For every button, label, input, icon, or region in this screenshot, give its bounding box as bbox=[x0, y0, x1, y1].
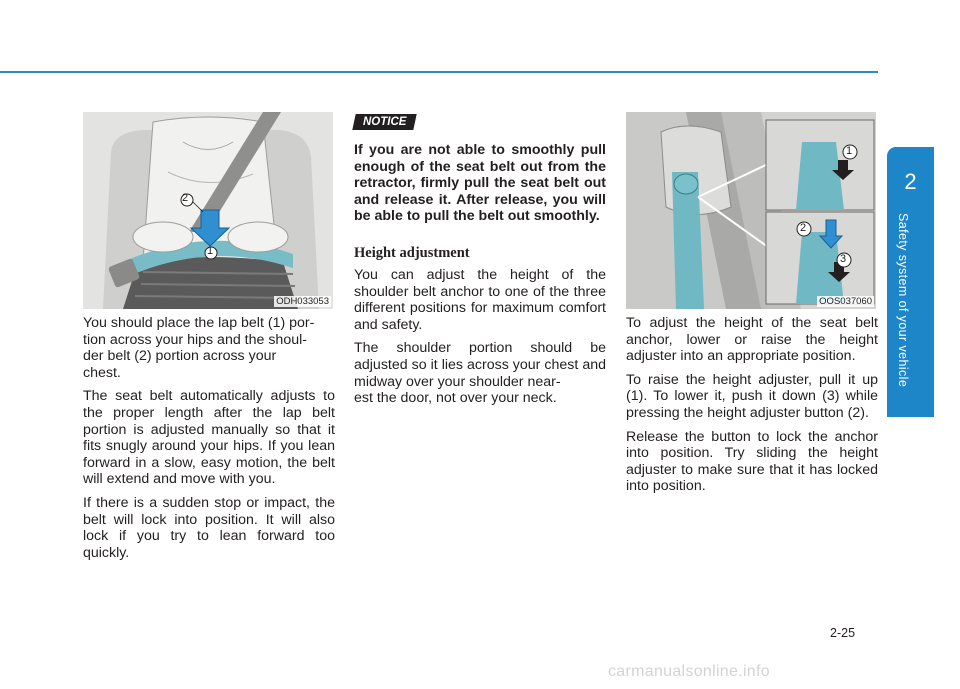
callout-3: 3 bbox=[840, 253, 847, 265]
figure-code: ODH033053 bbox=[276, 296, 329, 307]
chapter-tab[interactable] bbox=[887, 147, 934, 417]
paragraph: The seat belt automatically adjusts to the proper length after the lap belt portion is adjusted manually so that it fits snugly around your hips. If you lean forward in a slow, easy motion, the belt will extend and move with you. bbox=[83, 388, 335, 488]
paragraph: To adjust the height of the seat belt anchor, lower or raise the height adjuster into an appropriate position. bbox=[626, 315, 878, 365]
height-adjuster-illustration bbox=[626, 112, 876, 309]
callout-2: 2 bbox=[182, 192, 189, 204]
notice-text: If you are not able to smoothly pull enough of the seat belt out from the retractor, firmly pull the seat belt out and release it. After release, you will be able to pull the belt out smoothly. bbox=[354, 142, 606, 225]
left-column bbox=[83, 112, 335, 568]
lap-belt-drawing bbox=[83, 112, 333, 309]
notice-badge bbox=[352, 114, 417, 130]
chapter-title: Safety system of your vehicle bbox=[896, 213, 910, 388]
section-heading: Height adjustment bbox=[354, 244, 470, 261]
watermark: carmanualsonline.info bbox=[608, 663, 770, 680]
notice-label: NOTICE bbox=[363, 116, 407, 128]
paragraph: You can adjust the height of the shoulder belt anchor to one of the three different positions for maximum comfort and safety. bbox=[354, 266, 606, 333]
chapter-number: 2 bbox=[904, 169, 917, 194]
callout-2: 2 bbox=[800, 222, 807, 234]
figure-code: OOS037060 bbox=[819, 296, 872, 307]
paragraph: The shoulder portion should be adjusted so it lies across your chest and midway over your shoulder near- est the door, not over your neck. bbox=[354, 340, 606, 407]
header-rule bbox=[0, 71, 878, 73]
lap-belt-illustration bbox=[83, 112, 333, 309]
paragraph: Release the button to lock the anchor into position. Try sliding the height adjuster to make sure that it has locked into position. bbox=[626, 428, 878, 495]
height-adjuster-drawing bbox=[626, 112, 876, 309]
right-column bbox=[626, 112, 878, 502]
paragraph: If there is a sudden stop or impact, the belt will lock into position. It will also lock if you try to lean forward too quickly. bbox=[83, 494, 335, 561]
paragraph: To raise the height adjuster, pull it up (1). To lower it, push it down (3) while pressing the height adjuster button (2). bbox=[626, 371, 878, 421]
middle-column bbox=[354, 112, 606, 414]
callout-1: 1 bbox=[207, 245, 214, 257]
callout-1: 1 bbox=[846, 145, 853, 157]
page-number: 2-25 bbox=[830, 626, 856, 640]
paragraph: You should place the lap belt (1) por- tion across your hips and the shoul- der belt (2) portion across your chest. bbox=[83, 315, 315, 381]
